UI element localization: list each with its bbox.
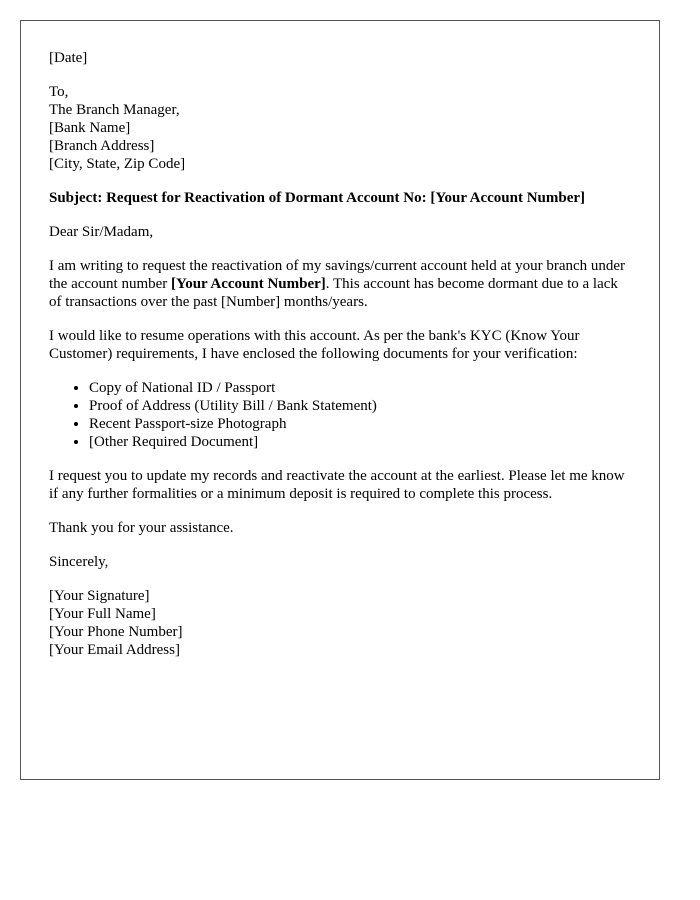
paragraph-request-start: I am writing to request the reactivation of my savings/current account held at your branch under the account number xyxy=(49,258,626,292)
paragraph-kyc: I would like to resume operations with this account. As per the bank's KYC (Know Your Customer) requirements, I have enclosed the following documents for your verification: xyxy=(49,328,580,362)
date-line xyxy=(49,49,631,67)
paragraph-request xyxy=(49,257,631,311)
list-item: • Recent Passport-size Photograph xyxy=(89,415,631,433)
letter xyxy=(20,20,660,780)
recipient-branch-address: [Branch Address] xyxy=(49,138,155,154)
list-item: • [Other Required Document] xyxy=(89,433,631,451)
signature-block xyxy=(49,587,631,659)
thanks-line: Thank you for your assistance. xyxy=(49,520,234,536)
subject-line: Subject: Request for Reactivation of Dormant Account No: [Your Account Number] xyxy=(49,190,586,206)
recipient-city-state-zip: [City, State, Zip Code] xyxy=(49,156,186,172)
paragraph-update: I request you to update my records and reactivate the account at the earliest. Please let me know if any further formalities or a minimum deposit is required to complete this process. xyxy=(49,468,625,502)
recipient-address xyxy=(49,83,631,173)
list-item: • Copy of National ID / Passport xyxy=(89,379,631,397)
phone-placeholder: [Your Phone Number] xyxy=(49,624,183,640)
recipient-bank-name: [Bank Name] xyxy=(49,120,131,136)
closing: Sincerely, xyxy=(49,554,109,570)
recipient-to: To, xyxy=(49,84,69,100)
paragraph-request-end: . This account has become dormant due to a lack of transactions over the past [Number] months/years. xyxy=(49,276,618,310)
documents-list xyxy=(49,379,631,451)
recipient-title: The Branch Manager, xyxy=(49,102,180,118)
signature-placeholder: [Your Signature] xyxy=(49,588,150,604)
account-number-placeholder: [Your Account Number] xyxy=(171,276,326,292)
salutation: Dear Sir/Madam, xyxy=(49,224,154,240)
full-name-placeholder: [Your Full Name] xyxy=(49,606,156,622)
list-item: • Proof of Address (Utility Bill / Bank Statement) xyxy=(89,397,631,415)
date: [Date] xyxy=(49,50,88,66)
email-placeholder: [Your Email Address] xyxy=(49,642,180,658)
